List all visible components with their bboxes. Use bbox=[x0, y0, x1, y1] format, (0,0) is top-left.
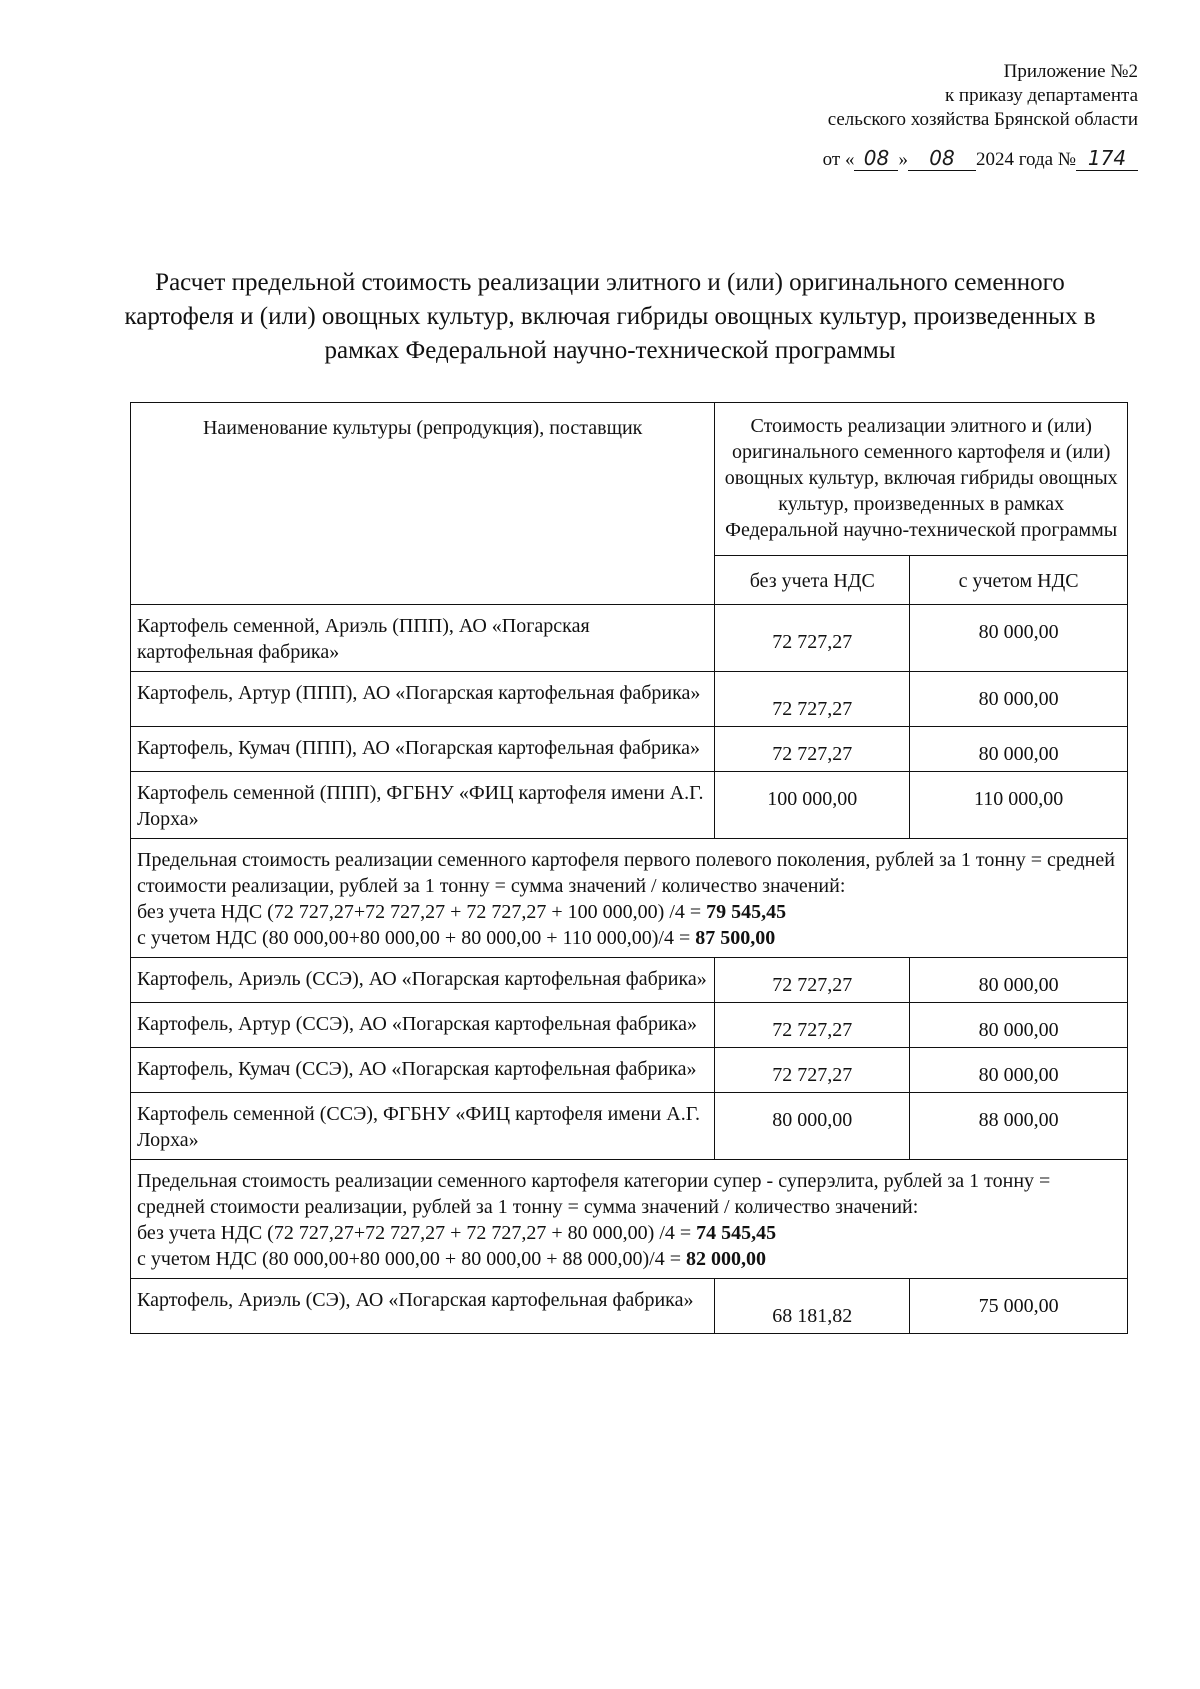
price-vat: 80 000,00 bbox=[910, 1048, 1128, 1093]
crop-name: Картофель, Кумач (ССЭ), АО «Погарская картофельная фабрика» bbox=[131, 1048, 715, 1093]
price-vat: 80 000,00 bbox=[910, 1003, 1128, 1048]
department-name: сельского хозяйства Брянской области bbox=[827, 109, 1138, 130]
table-row bbox=[131, 672, 1128, 727]
document-header bbox=[823, 60, 1138, 172]
summary-description: Предельная стоимость реализации семенного картофеля категории супер - суперэлита, рублей за 1 тонну = средней стоимости реализации, рублей за 1 тонну = сумма значений / количество значений: bbox=[137, 1170, 1051, 1218]
order-reference: к приказу департамента bbox=[944, 85, 1138, 106]
price-no-vat: 72 727,27 bbox=[715, 727, 910, 772]
formula-no-vat: без учета НДС (72 727,27+72 727,27 + 72 727,27 + 80 000,00) /4 = bbox=[137, 1222, 697, 1244]
crop-name: Картофель семенной (ССЭ), ФГБНУ «ФИЦ картофеля имени А.Г. Лорха» bbox=[131, 1093, 715, 1160]
crop-name: Картофель, Ариэль (ССЭ), АО «Погарская картофельная фабрика» bbox=[131, 958, 715, 1003]
handwritten-month: 08 bbox=[908, 146, 976, 171]
price-no-vat: 100 000,00 bbox=[715, 772, 910, 839]
crop-name: Картофель семенной, Ариэль (ППП), АО «Погарская картофельная фабрика» bbox=[131, 605, 715, 672]
summary-vat-line bbox=[137, 1246, 1121, 1272]
price-table bbox=[130, 402, 1128, 1334]
price-vat: 80 000,00 bbox=[910, 958, 1128, 1003]
column-header-name: Наименование культуры (репродукция), поставщик bbox=[131, 403, 715, 605]
crop-name: Картофель, Артур (ССЭ), АО «Погарская картофельная фабрика» bbox=[131, 1003, 715, 1048]
table-header-row bbox=[131, 403, 1128, 556]
price-no-vat: 72 727,27 bbox=[715, 672, 910, 727]
column-header-no-vat: без учета НДС bbox=[715, 556, 910, 605]
price-no-vat: 72 727,27 bbox=[715, 605, 910, 672]
crop-name: Картофель семенной (ППП), ФГБНУ «ФИЦ картофеля имени А.Г. Лорха» bbox=[131, 772, 715, 839]
result-vat: 82 000,00 bbox=[685, 1248, 766, 1270]
formula-vat: с учетом НДС (80 000,00+80 000,00 + 80 000,00 + 110 000,00)/4 = bbox=[137, 927, 696, 949]
crop-name: Картофель, Ариэль (СЭ), АО «Погарская картофельная фабрика» bbox=[131, 1279, 715, 1334]
order-date-line bbox=[823, 132, 1138, 172]
price-no-vat: 68 181,82 bbox=[715, 1279, 910, 1334]
summary-no-vat-line bbox=[137, 899, 1121, 925]
date-prefix: от « bbox=[822, 149, 855, 170]
table-row bbox=[131, 1003, 1128, 1048]
table-row bbox=[131, 1279, 1128, 1334]
summary-row bbox=[131, 1160, 1128, 1279]
year-text: 2024 года № bbox=[975, 149, 1076, 170]
result-no-vat: 74 545,45 bbox=[696, 1222, 777, 1244]
result-vat: 87 500,00 bbox=[695, 927, 776, 949]
crop-name: Картофель, Артур (ППП), АО «Погарская картофельная фабрика» bbox=[131, 672, 715, 727]
price-vat: 88 000,00 bbox=[910, 1093, 1128, 1160]
price-vat: 75 000,00 bbox=[910, 1279, 1128, 1334]
summary-super-superelite bbox=[131, 1160, 1128, 1279]
price-no-vat: 72 727,27 bbox=[715, 1003, 910, 1048]
column-header-cost: Стоимость реализации элитного и (или) оригинального семенного картофеля и (или) овощных культур, включая гибриды овощных культур, произведенных в рамках Федеральной научно-технической программы bbox=[715, 403, 1128, 556]
appendix-label: Приложение №2 bbox=[1003, 61, 1138, 82]
crop-name: Картофель, Кумач (ППП), АО «Погарская картофельная фабрика» bbox=[131, 727, 715, 772]
price-vat: 110 000,00 bbox=[910, 772, 1128, 839]
summary-row bbox=[131, 839, 1128, 958]
price-no-vat: 72 727,27 bbox=[715, 1048, 910, 1093]
table-row bbox=[131, 727, 1128, 772]
table-row bbox=[131, 772, 1128, 839]
price-vat: 80 000,00 bbox=[910, 605, 1128, 672]
price-vat: 80 000,00 bbox=[910, 672, 1128, 727]
table-row bbox=[131, 1093, 1128, 1160]
table-row bbox=[131, 605, 1128, 672]
summary-vat-line bbox=[137, 925, 1121, 951]
table-row bbox=[131, 1048, 1128, 1093]
formula-no-vat: без учета НДС (72 727,27+72 727,27 + 72 727,27 + 100 000,00) /4 = bbox=[137, 901, 707, 923]
handwritten-order-number: 174 bbox=[1076, 132, 1138, 171]
handwritten-day: 08 bbox=[854, 146, 898, 171]
column-header-vat: с учетом НДС bbox=[910, 556, 1128, 605]
document-title: Расчет предельной стоимость реализации элитного и (или) оригинального семенного картофеля и (или) овощных культур, включая гибриды овощных культур, произведенных в рамках Федеральной научно-технической программы bbox=[124, 269, 1096, 364]
table-row bbox=[131, 958, 1128, 1003]
price-no-vat: 72 727,27 bbox=[715, 958, 910, 1003]
date-separator: » bbox=[898, 149, 908, 170]
summary-first-field-generation bbox=[131, 839, 1128, 958]
price-no-vat: 80 000,00 bbox=[715, 1093, 910, 1160]
result-no-vat: 79 545,45 bbox=[706, 901, 787, 923]
summary-description: Предельная стоимость реализации семенного картофеля первого полевого поколения, рублей за 1 тонну = средней стоимости реализации, рублей за 1 тонну = сумма значений / количество значений: bbox=[137, 849, 1115, 897]
price-vat: 80 000,00 bbox=[910, 727, 1128, 772]
summary-no-vat-line bbox=[137, 1220, 1121, 1246]
formula-vat: с учетом НДС (80 000,00+80 000,00 + 80 000,00 + 88 000,00)/4 = bbox=[137, 1248, 686, 1270]
